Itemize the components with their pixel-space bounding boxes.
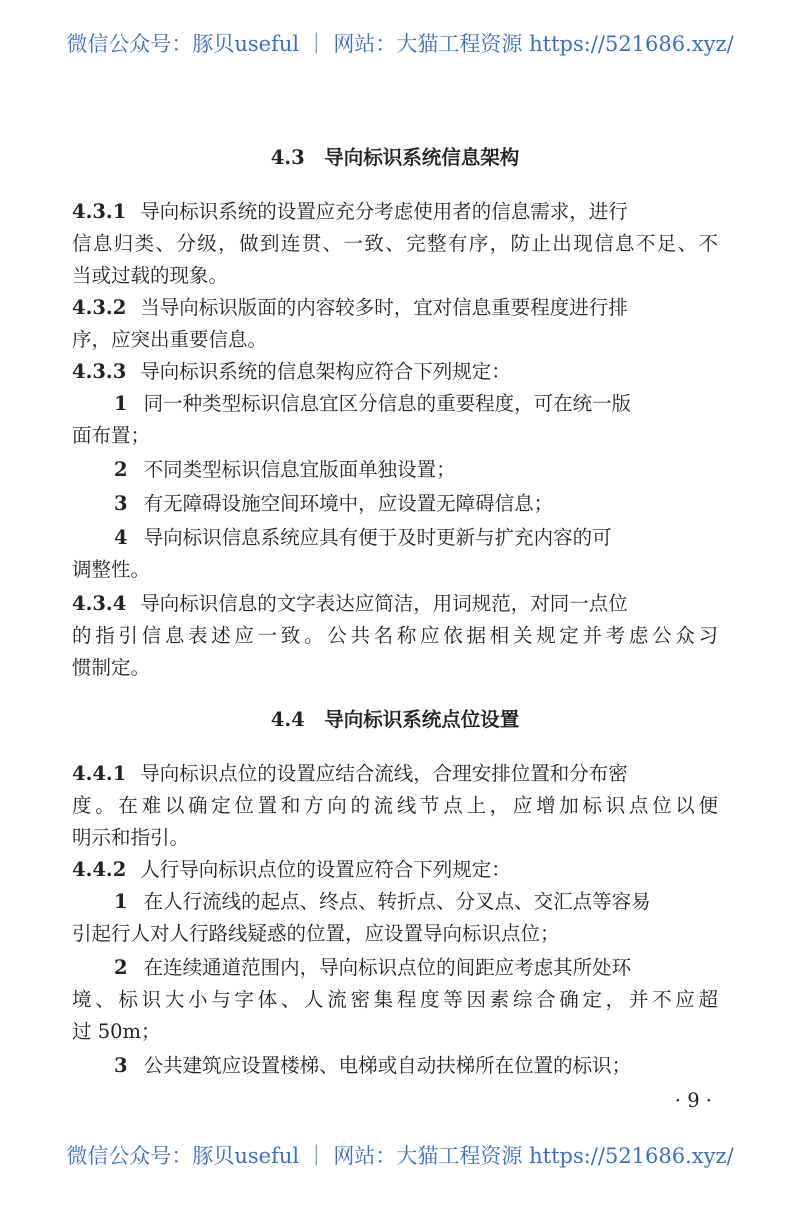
text-line bbox=[72, 324, 718, 356]
text-line bbox=[72, 260, 718, 292]
clause-number: 4.3.4 bbox=[72, 592, 127, 615]
line-text: 在连续通道范围内，导向标识点位的间距应考虑其所处环 bbox=[143, 956, 632, 979]
clause-number: 2 bbox=[114, 458, 128, 481]
watermark-top: 微信公众号：豚贝useful ｜ 网站：大猫工程资源 https://521686.xyz/ bbox=[66, 32, 734, 56]
text-line bbox=[72, 1050, 718, 1082]
text-line bbox=[72, 228, 718, 260]
clause-number: 4 bbox=[114, 526, 128, 549]
line-text: 导向标识系统的信息架构应符合下列规定： bbox=[140, 360, 511, 383]
text-line bbox=[72, 420, 718, 452]
text-line bbox=[72, 196, 718, 228]
text-line bbox=[72, 918, 718, 950]
clause-number: 1 bbox=[114, 392, 128, 415]
clause-number: 4.3.2 bbox=[72, 296, 127, 319]
text-line bbox=[72, 854, 718, 886]
line-text: 导向标识点位的设置应结合流线，合理安排位置和分布密 bbox=[140, 762, 628, 785]
text-line bbox=[72, 554, 718, 586]
line-text: 当或过载的现象。 bbox=[72, 264, 229, 287]
line-text: 人行导向标识点位的设置应符合下列规定： bbox=[140, 858, 511, 881]
text-line bbox=[72, 1016, 718, 1048]
text-line bbox=[72, 388, 718, 420]
text-line bbox=[72, 454, 718, 486]
line-text: 在人行流线的起点、终点、转折点、分叉点、交汇点等容易 bbox=[143, 890, 651, 913]
text-line bbox=[72, 620, 718, 652]
text-line bbox=[72, 952, 718, 984]
line-text: 有无障碍设施空间环境中，应设置无障碍信息； bbox=[143, 492, 554, 515]
page-number: · 9 · bbox=[674, 1089, 712, 1112]
clause-number: 4.3.1 bbox=[72, 200, 127, 223]
text-line bbox=[72, 652, 718, 684]
line-text: 导向标识信息的文字表达应简洁，用词规范，对同一点位 bbox=[140, 592, 628, 615]
line-text: 不同类型标识信息宜版面单独设置； bbox=[143, 458, 456, 481]
text-line bbox=[72, 886, 718, 918]
clause-number: 4.4.2 bbox=[72, 858, 127, 881]
text-line bbox=[72, 984, 718, 1016]
clause-number: 3 bbox=[114, 492, 128, 515]
text-line bbox=[72, 790, 718, 822]
watermark-bottom: 微信公众号：豚贝useful ｜ 网站：大猫工程资源 https://521686.xyz/ bbox=[66, 1144, 734, 1168]
line-text: 当导向标识版面的内容较多时，宜对信息重要程度进行排 bbox=[140, 296, 628, 319]
line-text: 同一种类型标识信息宜区分信息的重要程度，可在统一版 bbox=[143, 392, 632, 415]
line-text: 境、标识大小与字体、人流密集程度等因素综合确定，并不应超 bbox=[72, 988, 718, 1011]
line-text: 序，应突出重要信息。 bbox=[72, 328, 268, 351]
line-text: 过 50m； bbox=[72, 1020, 161, 1043]
line-text: 导向标识信息系统应具有便于及时更新与扩充内容的可 bbox=[143, 526, 612, 549]
text-line bbox=[72, 822, 718, 854]
text-line bbox=[72, 488, 718, 520]
line-text: 调整性。 bbox=[72, 558, 151, 581]
text-line bbox=[72, 356, 718, 388]
clause-number: 3 bbox=[114, 1054, 128, 1077]
document-body bbox=[72, 142, 718, 1118]
line-text: 惯制定。 bbox=[72, 656, 151, 679]
clause-number: 1 bbox=[114, 890, 128, 913]
line-text: 面布置； bbox=[72, 424, 151, 447]
text-line bbox=[72, 522, 718, 554]
clause-number: 2 bbox=[114, 956, 128, 979]
line-text: 明示和指引。 bbox=[72, 826, 190, 849]
section-heading: 4.4 导向标识系统点位设置 bbox=[270, 708, 520, 731]
text-line bbox=[72, 588, 718, 620]
line-text: 信息归类、分级，做到连贯、一致、完整有序，防止出现信息不足、不 bbox=[72, 232, 718, 255]
text-line bbox=[72, 758, 718, 790]
clause-number: 4.3.3 bbox=[72, 360, 127, 383]
line-text: 导向标识系统的设置应充分考虑使用者的信息需求，进行 bbox=[140, 200, 628, 223]
clause-number: 4.4.1 bbox=[72, 762, 127, 785]
text-line bbox=[72, 292, 718, 324]
line-text: 的指引信息表述应一致。公共名称应依据相关规定并考虑公众习 bbox=[72, 624, 718, 647]
line-text: 引起行人对人行路线疑惑的位置，应设置导向标识点位； bbox=[72, 922, 560, 945]
line-text: 度。在难以确定位置和方向的流线节点上，应增加标识点位以便 bbox=[72, 794, 718, 817]
line-text: 公共建筑应设置楼梯、电梯或自动扶梯所在位置的标识； bbox=[143, 1054, 632, 1077]
section-heading: 4.3 导向标识系统信息架构 bbox=[270, 146, 520, 169]
